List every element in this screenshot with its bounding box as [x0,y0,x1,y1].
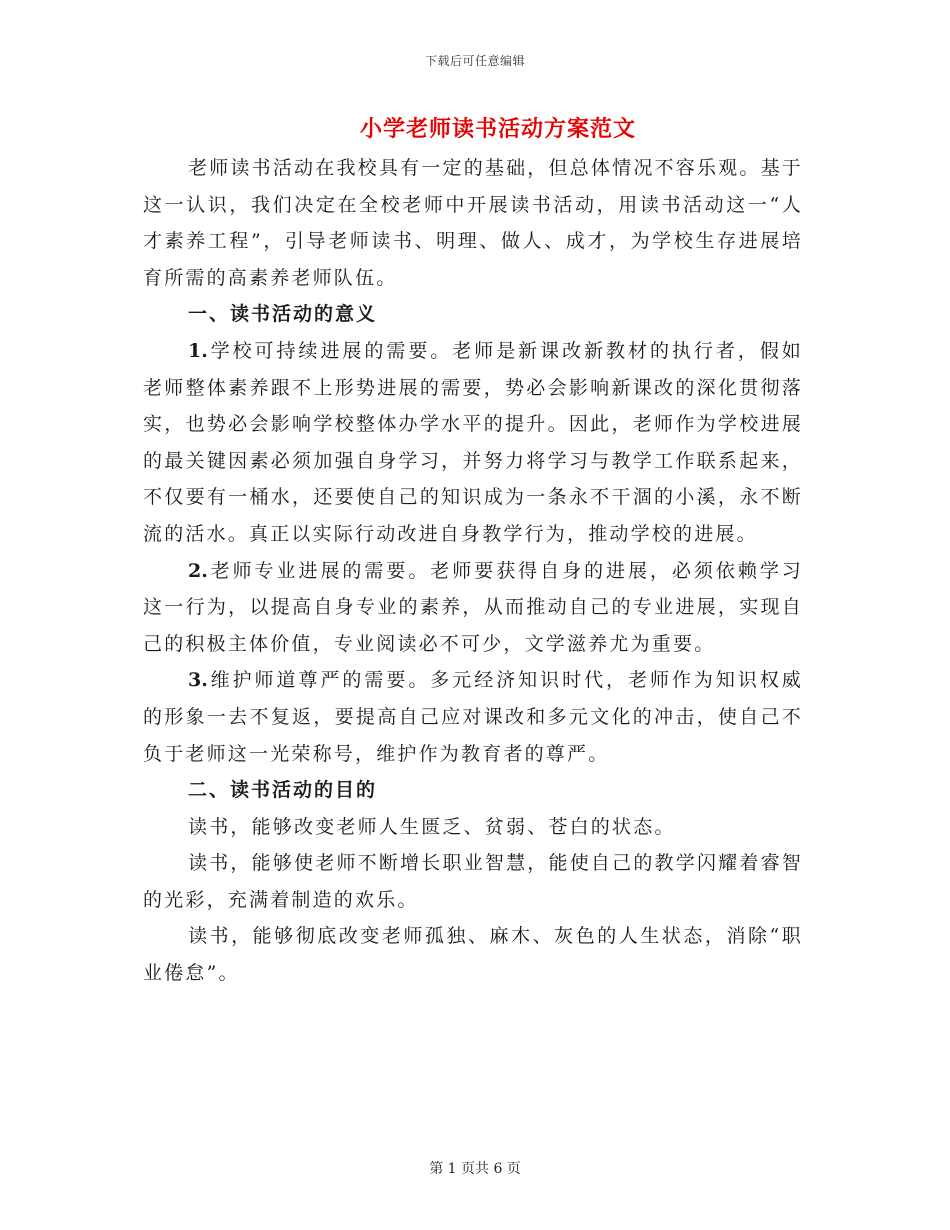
section1-item-2 [143,553,803,663]
section2-paragraph-1: 读书，能够改变老师人生匮乏、贫弱、苍白的状态。 [188,815,676,838]
document-title: 小学老师读书活动方案范文 [359,116,636,142]
section1-item-1 [143,333,803,553]
section1-heading: 一、读书活动的意义 [188,303,378,326]
section2-paragraph-2: 读书，能够使老师不断增长职业智慧，能使自己的教学闪耀着睿智的光彩，充满着制造的欢乐。 [143,852,803,911]
section2-heading: 二、读书活动的目的 [188,779,378,802]
page-footer: 第 1 页共 6 页 [429,1161,521,1177]
item-text: 学校可持续进展的需要。老师是新课改新教材的执行者，假如老师整体素养跟不上形势进展的需要，势必会影响新课改的深化贯彻落实，也势必会影响学校整体办学水平的提升。因此，老师作为学校进展的最关键因素必须加强自身学习，并努力将学习与教学工作联系起来，不仅要有一桶水，还要使自己的知识成为一条永不干涸的小溪，永不断流的活水。真正以实际行动改进自身教学行为，推动学校的进展。 [143,339,803,545]
item-text: 维护师道尊严的需要。多元经济知识时代，老师作为知识权威的形象一去不复返，要提高自己应对课改和多元文化的冲击，使自己不负于老师这一光荣称号，维护作为教育者的尊严。 [143,669,803,765]
document-body [143,150,803,992]
section2-paragraph-3: 读书，能够彻底改变老师孤独、麻木、灰色的人生状态，消除“职业倦怠”。 [143,925,803,985]
item-number: 1. [188,339,208,362]
section1-item-3 [143,662,803,772]
item-number: 2. [188,559,208,582]
header-note: 下载后可任意编辑 [424,54,525,68]
intro-paragraph: 老师读书活动在我校具有一定的基础，但总体情况不容乐观。基于这一认识，我们决定在全校老师中开展读书活动，用读书活动这一“人才素养工程”，引导老师读书、明理、做人、成才，为学校生存进展培育所需的高素养老师队伍。 [143,157,803,289]
item-text: 老师专业进展的需要。老师要获得自身的进展，必须依赖学习这一行为，以提高自身专业的素养，从而推动自己的专业进展，实现自己的积极主体价值，专业阅读必不可少，文学滋养尤为重要。 [143,559,803,655]
item-number: 3. [188,669,208,692]
